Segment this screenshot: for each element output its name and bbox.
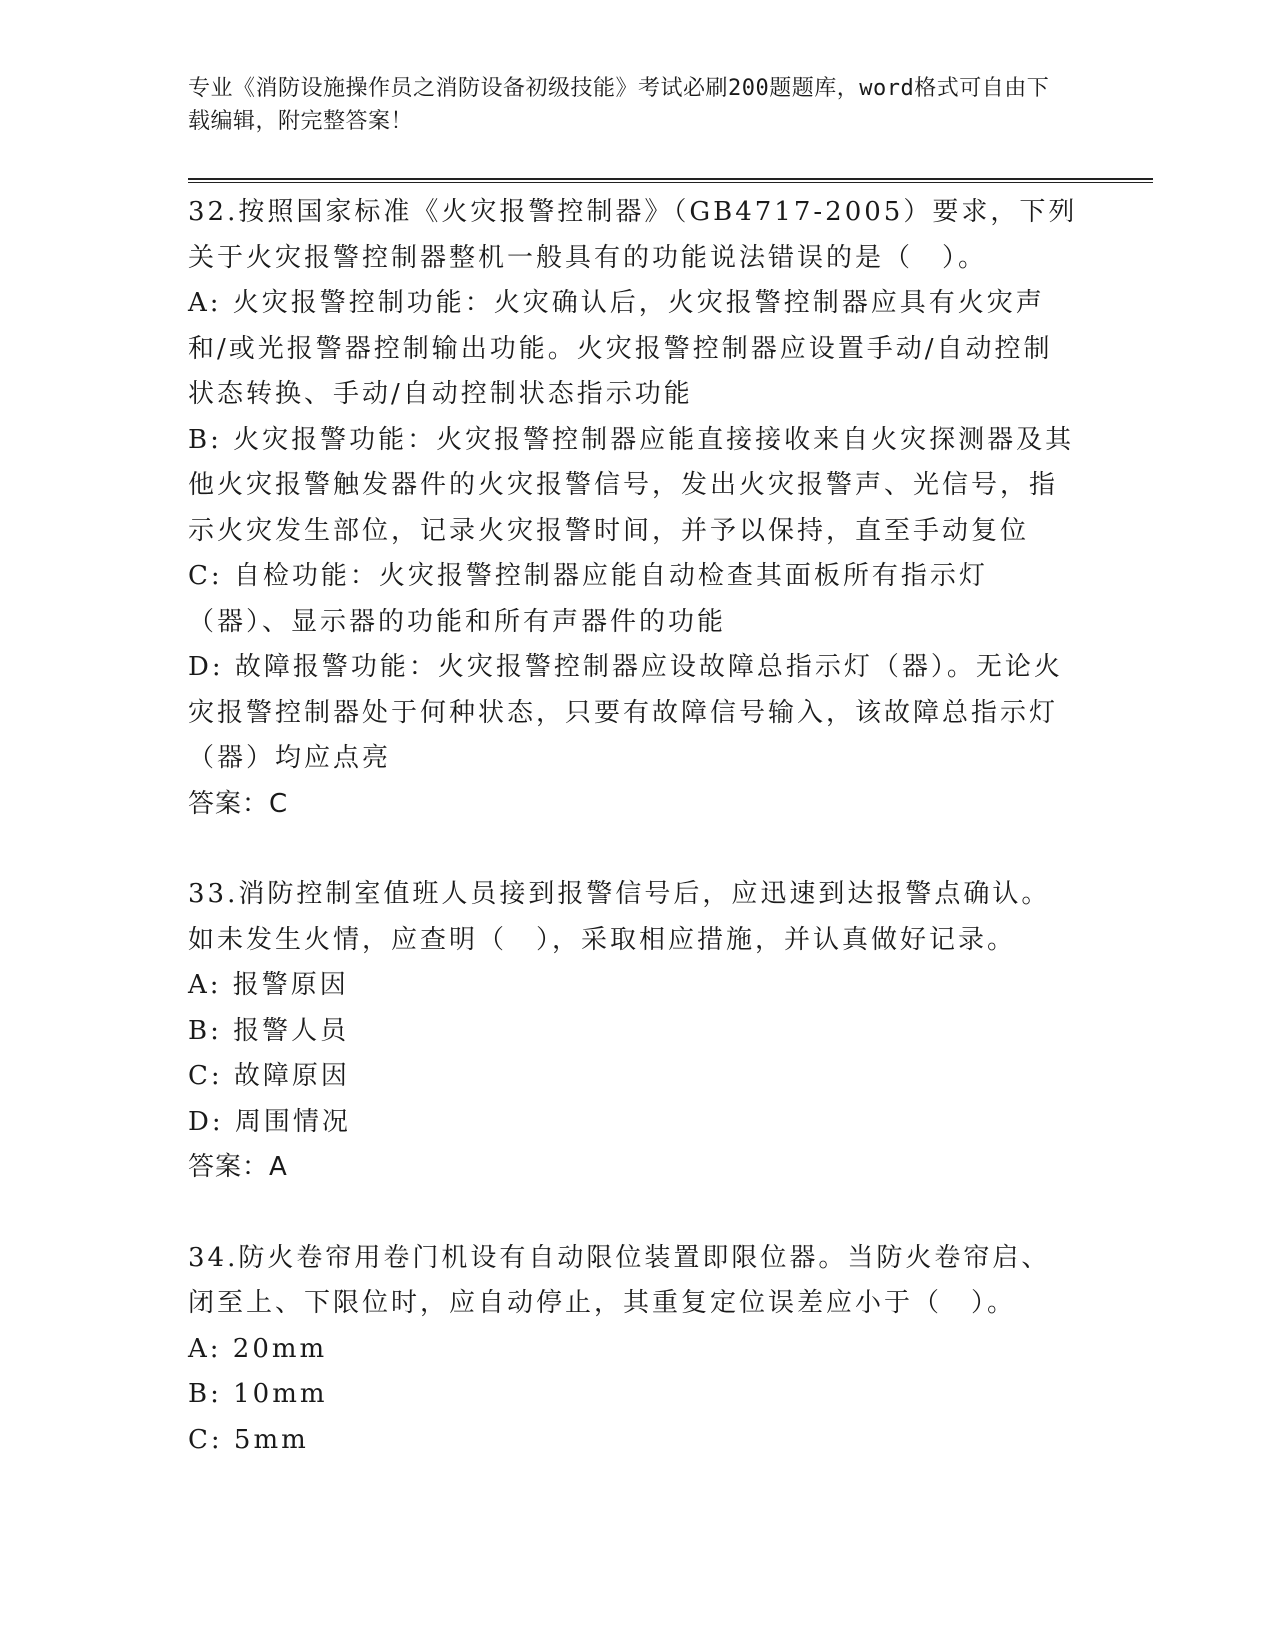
option-b: B: 报警人员 [188,1015,350,1046]
spacer [188,1191,1078,1236]
question-33 [188,872,1078,1191]
option-c: C: 故障原因 [188,1061,350,1091]
spacer [188,827,1078,872]
option-d: D: 周围情况 [188,1106,351,1137]
question-32 [188,190,1078,827]
answer: 答案：C [188,788,289,819]
option-b: B: 10mm [188,1379,328,1409]
page-header: 专业《消防设施操作员之消防设备初级技能》考试必刷200题题库，word格式可自由下载编辑，附完整答案！ [188,76,1050,134]
header-divider [188,178,1153,180]
question-34 [188,1236,1078,1464]
answer: 答案：A [188,1152,288,1182]
question-stem: 32.按照国家标准《火灾报警控制器》（GB4717-2005）要求，下列关于火灾报警控制器整机一般具有的功能说法错误的是（ ）。 [188,197,1078,273]
question-stem: 34.防火卷帘用卷门机设有自动限位装置即限位器。当防火卷帘启、闭至上、下限位时，应自动停止，其重复定位误差应小于（ ）。 [188,1242,1051,1318]
option-a: A: 20mm [188,1333,328,1364]
question-list [188,190,1078,1463]
option-c: C: 5mm [188,1424,309,1455]
option-c: C: 自检功能：火灾报警控制器应能自动检查其面板所有指示灯（器）、显示器的功能和所有声器件的功能 [188,561,988,637]
header-divider-thin [188,182,1153,183]
option-b: B: 火灾报警功能：火灾报警控制器应能直接接收来自火灾探测器及其他火灾报警触发器件的火灾报警信号，发出火灾报警声、光信号，指示火灾发生部位，记录火灾报警时间，并予以保持，直至手动复位 [188,424,1075,546]
question-stem: 33.消防控制室值班人员接到报警信号后，应迅速到达报警点确认。如未发生火情，应查明（ ），采取相应措施，并认真做好记录。 [188,879,1051,955]
option-a: A: 报警原因 [188,970,349,1000]
option-a: A: 火灾报警控制功能：火灾确认后，火灾报警控制器应具有火灾声和/或光报警器控制输出功能。火灾报警控制器应设置手动/自动控制状态转换、手动/自动控制状态指示功能 [188,288,1053,409]
option-d: D: 故障报警功能：火灾报警控制器应设故障总指示灯（器）。无论火灾报警控制器处于何种状态，只要有故障信号输入，该故障总指示灯（器）均应点亮 [188,652,1063,773]
